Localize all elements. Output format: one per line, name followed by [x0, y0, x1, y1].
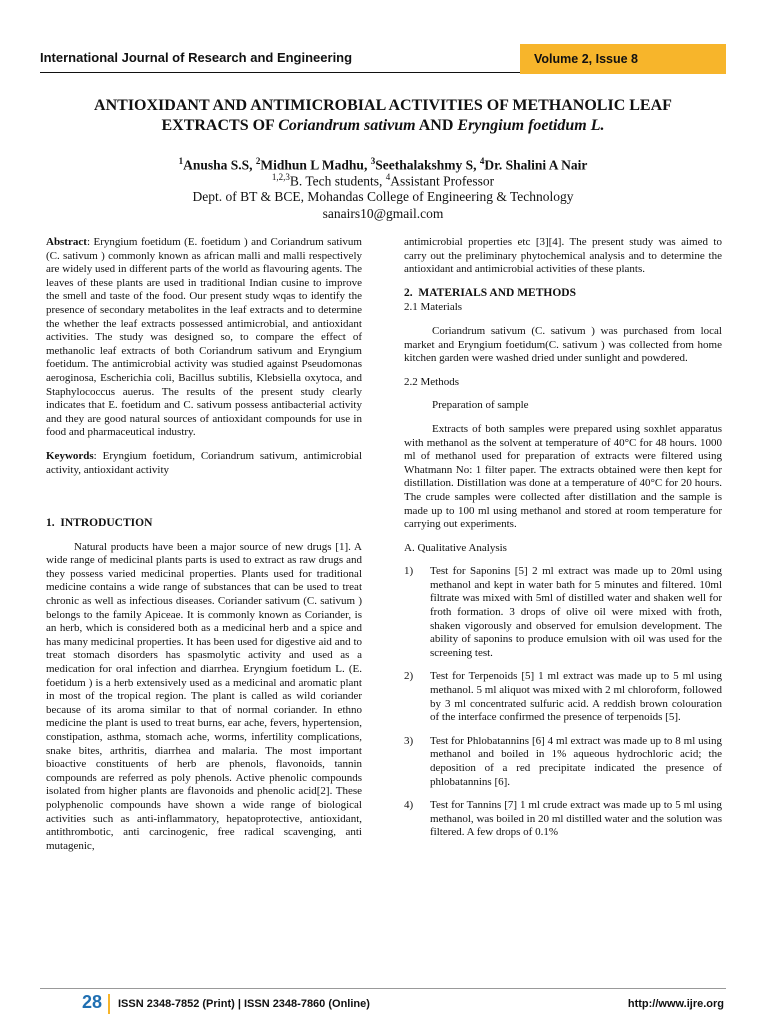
- section-heading-introduction: 1. INTRODUCTION: [46, 517, 153, 530]
- right-column: [404, 236, 722, 840]
- list-item: 3) Test for Phlobatannins [6] 4 ml extract was made up to 8 ml using methanol and boiled in 1% aqueous hydrochloric acid; the deposition of a red precipitate indicated the presence of phlobatannins [6].: [404, 734, 722, 788]
- author-roles: $^{1,2,3}$B. Tech students, $^4$Assistant Professor: [271, 172, 495, 189]
- paper-title: [40, 96, 726, 136]
- contact-email: sanairs10@gmail.com: [322, 206, 444, 221]
- subsection-materials: 2.1 Materials: [404, 301, 463, 314]
- title-line-1: ANTIOXIDANT AND ANTIMICROBIAL ACTIVITIES OF METHANOLIC LEAF: [94, 97, 672, 114]
- intro-continuation: antimicrobial properties etc [3][4]. The present study was aimed to carry out the preliminary phytochemical analysis and to determine the antioxidant and antimicrobial activities of these plants.: [404, 236, 722, 276]
- section-heading-materials-methods: 2. MATERIALS AND METHODS: [404, 286, 576, 299]
- list-item: 4) Test for Tannins [7] 1 ml crude extract was made up to 5 ml using methanol, was boiled in 20 ml distilled water and the solution was filtered. A few drops of 0.1%: [404, 799, 722, 839]
- journal-header: [40, 44, 726, 74]
- subsection-methods: 2.2 Methods: [404, 375, 459, 388]
- materials-paragraph: Coriandrum sativum (C. sativum ) was purchased from local market and Eryngium foetidum(C. sativum ) was collected from home kitchen garden were washed dried under sunlight and powdered.: [404, 324, 722, 365]
- issn-line: ISSN 2348-7852 (Print) | ISSN 2348-7860 (Online): [118, 998, 370, 1010]
- left-column: [46, 236, 362, 853]
- page-number: 28: [82, 992, 103, 1012]
- header-divider: [40, 72, 520, 73]
- preparation-heading: Preparation of sample: [432, 399, 529, 412]
- affiliation: Dept. of BT & BCE, Mohandas College of Engineering & Technology: [192, 189, 574, 204]
- qualitative-analysis-heading: A. Qualitative Analysis: [404, 541, 507, 554]
- keywords: Keywords: Eryngium foetidum, Coriandrum sativum, antimicrobial activity, antioxidant activity: [46, 449, 362, 476]
- abstract: Abstract: Eryngium foetidum (E. foetidum ) and Coriandrum sativum (C. sativum ) commonly known as african malli and malli respectively are widely used in different parts of the world as flavouring agents. The leaves of these plants are used in traditional Indian cusine to improve the smell and taste of the food. Our present study wqas to identify the presence of secondary metabolites in the leaf extracts and to determine the whether the leaf extracts possessed antimicrobial, and antioxidant activities. The study was designed so, to compare the effect of methanolic leaf extracts of both Coriandrum sativum and Eryngium foetidum. The antimicrobial activity was studied against Pseudomonas aeroginosa, Escherichia coli, Bacillus subtilis, Klebsiella oxytoca, and Staphylococcus auerus. The results of the present study clearly indicates that E. foetidum and C. sativum possess antibacterial activity and they are good natural sources of antioxidant compounds for use in food and pharmaceutical industry.: [46, 236, 362, 439]
- list-item: 2) Test for Terpenoids [5] 1 ml extract was made up to 5 ml using methanol. 5 ml aliquot was mixed with 2 ml chloroform, followed by 3 ml concentrated sulfuric acid. A reddish brown colouration of the interface confirmed the presence of terpenoids [5].: [404, 670, 722, 724]
- volume-issue-badge: Volume 2, Issue 8: [520, 44, 726, 74]
- methods-paragraph: Extracts of both samples were prepared using soxhlet apparatus with methanol as the solvent at temperature of 40°C for 48 hours. 1000 ml of methanol used for preparation of extracts were filtered using Whatmann No: 1 filter paper. The extracts obtained were then kept for distillation. Distillation was done at a temperature of 40°C for 20 hours. The crude samples were collected after distillation and the sample is made up to 100 ml using methanol and stored at room temperature for carrying out experiments.: [404, 422, 722, 531]
- footer-divider: [40, 988, 726, 989]
- author-list: $^1$Anusha S.S, $^2$Midhun L Madhu, $^3$Seethalakshmy S, $^4$Dr. Shalini A Nair: [178, 156, 588, 173]
- list-item: 1) Test for Saponins [5] 2 ml extract was made up to 20ml using methanol and kept in water bath for 5 minutes and filtered. 10ml filtrate was mixed with 5ml of distilled water and shaken well for froth formation. 3 drops of olive oil were mixed with froth, shaken vigorously and observed for emulsion development. The ability of saponins to produce emulsion with oil was used for the screening test.: [404, 565, 722, 659]
- page-number-separator: [108, 994, 110, 1014]
- journal-url: http://www.ijre.org: [627, 998, 724, 1010]
- journal-name: International Journal of Research and Engineering: [40, 50, 353, 65]
- title-line-2: EXTRACTS OF Coriandrum sativum AND Eryngium foetidum L.: [161, 117, 605, 134]
- introduction-paragraph: Natural products have been a major source of new drugs [1]. A wide range of medicinal plants parts is used to extract as raw drugs and they possess varied medicinal properties. Plants used for traditional medicine contains a wide range of substances that can be used to treat chronic as well as infectious diseases. Coriander sativum (C. sativum ) belongs to the family Apiceae. It is commonly known as Coriander, is an herb, which is considered both as a medicinal herb and a spice and has many medicinal properties. It has been used for digestive aid and to treat stomach disorders has spasmolytic activity and used as a medication for oral infection and diarrhea. Eryngium foetidum L. (E. foetidum ) is a herb extensively used as a medicinal and aromatic plant in most of the tropical region. The plant is called as wild coriander because of its aroma similar to that of normal coriander. In ethno medicine the plant is used to treat burns, ear ache, fevers, hypertension, constipation, asthma, stomach ache, worms, infertility complications, snake bites, arthritis, diarrhea and malaria. The most important bioactive constituents of herb are phenols, flavonoids, tannin compounds are referred as poly phenols. Active phenolic compounds isolated from higher plants are flavonoids and phenolic acid[2]. These polyphenolic compounds have shown a wide range of biological activities such as anti-inflammatory, hepatoprotective, antioxidant, antithrombotic, anti carcinogenic, free radical scavenging, anti mutagenic,: [46, 540, 362, 852]
